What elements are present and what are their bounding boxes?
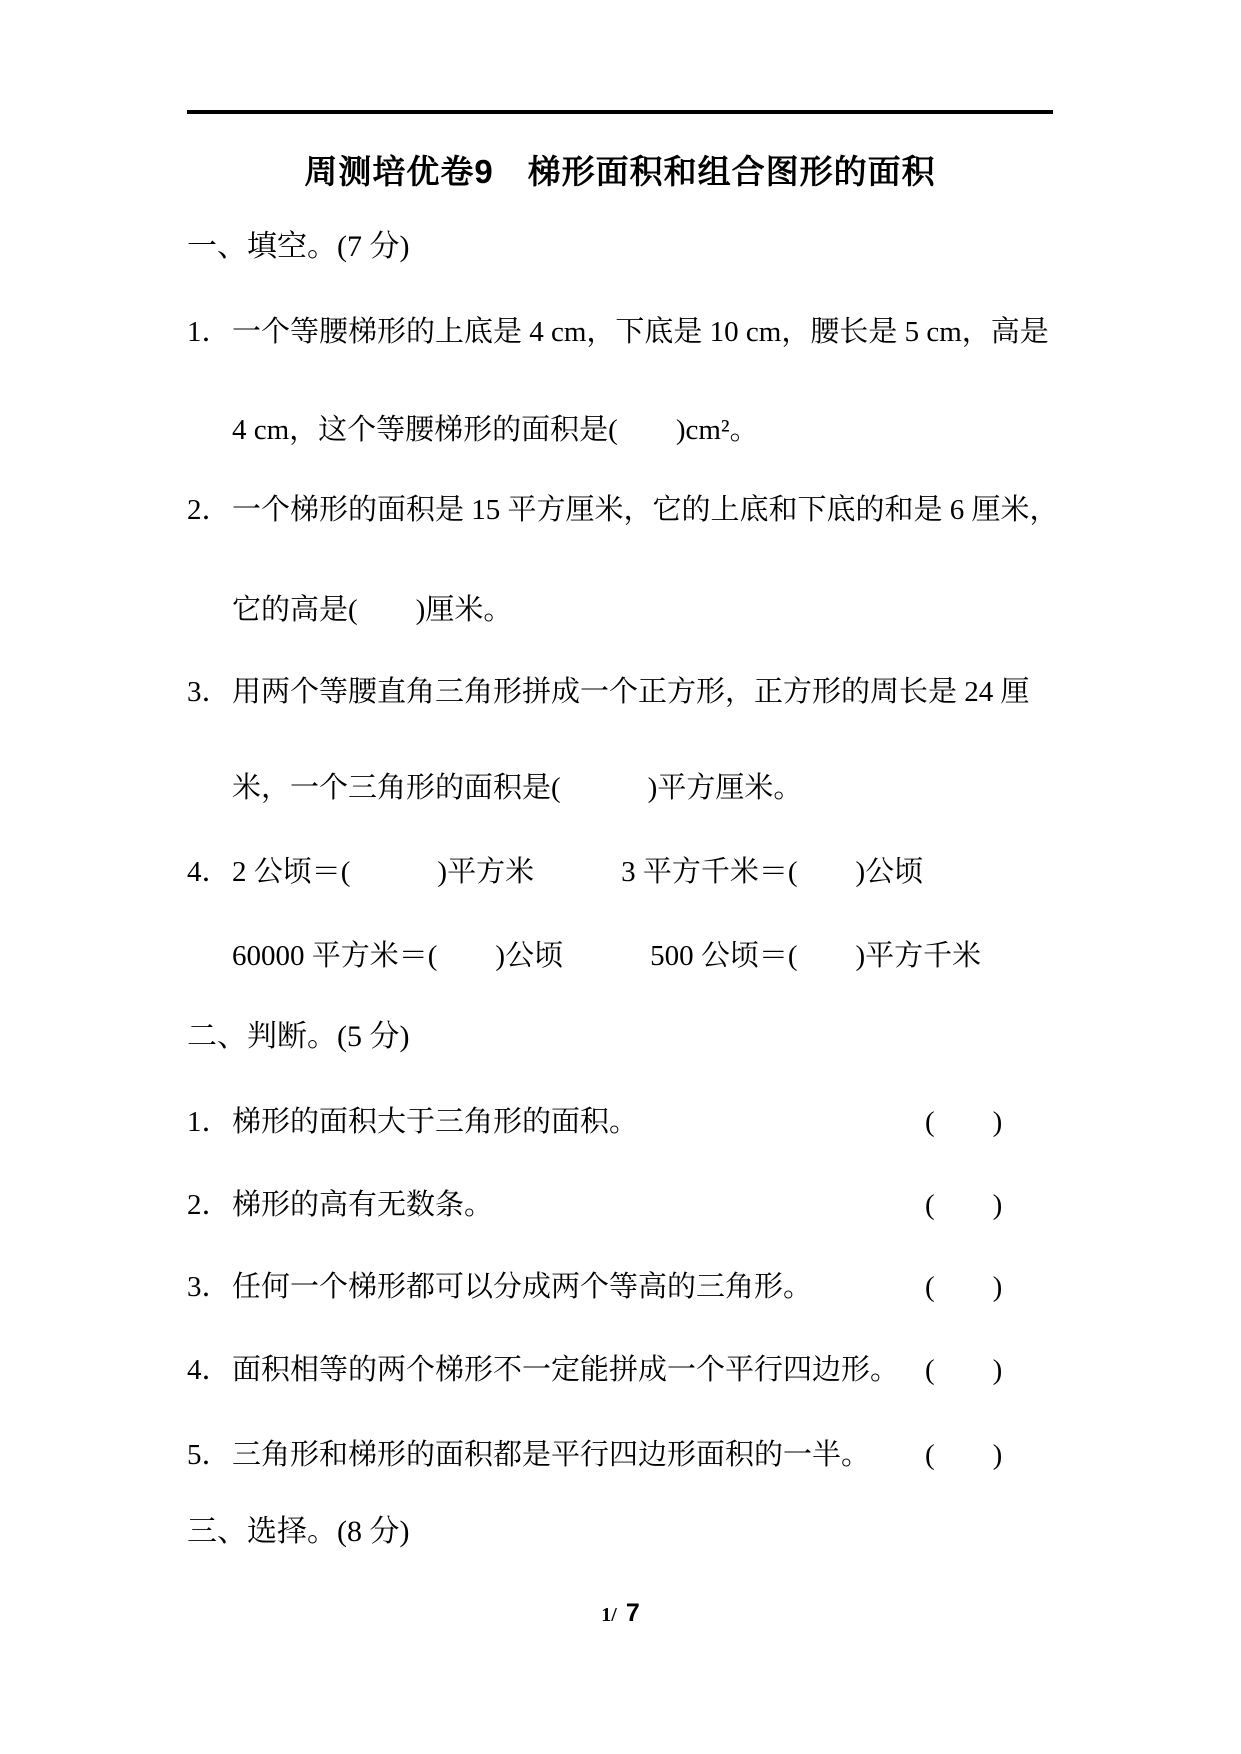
fill-q1-line2: 4 cm，这个等腰梯形的面积是( )cm²。 xyxy=(232,414,759,446)
fill-q1-line1 xyxy=(187,310,1049,354)
judge-item-1-number: 1． xyxy=(187,1106,231,1138)
section-heading-choice: 三、选择。(8 分) xyxy=(187,1515,410,1548)
header-rule xyxy=(187,110,1053,114)
judge-item-3 xyxy=(187,1265,1067,1309)
judge-item-3-answer-blank: ( ) xyxy=(925,1271,1003,1303)
judge-item-5-answer-blank: ( ) xyxy=(925,1439,1003,1471)
section-heading-fill: 一、填空。(7 分) xyxy=(187,230,410,263)
judge-item-2 xyxy=(187,1183,1067,1227)
page-number-total: 7 xyxy=(625,1599,640,1627)
judge-item-4-text: 面积相等的两个梯形不一定能拼成一个平行四边形。 xyxy=(232,1354,900,1386)
judge-item-2-answer-blank: ( ) xyxy=(925,1189,1003,1221)
judge-item-4-answer-blank: ( ) xyxy=(925,1354,1003,1386)
judge-item-2-number: 2． xyxy=(187,1189,231,1221)
fill-q1-number: 1． xyxy=(187,316,231,348)
page-footer xyxy=(0,1593,1241,1637)
section-heading-judge: 二、判断。(5 分) xyxy=(187,1020,410,1053)
page-title: 周测培优卷9 梯形面积和组合图形的面积 xyxy=(304,153,936,190)
fill-q3-line2: 米，一个三角形的面积是( )平方厘米。 xyxy=(232,772,803,804)
judge-item-5-text: 三角形和梯形的面积都是平行四边形面积的一半。 xyxy=(232,1439,871,1471)
fill-q3-number: 3． xyxy=(187,676,231,708)
fill-q4-line2: 60000 平方米＝( )公顷 500 公顷＝( )平方千米 xyxy=(232,940,982,972)
fill-q2-line1 xyxy=(187,488,1059,532)
page-number-current: 1/ xyxy=(601,1604,617,1626)
judge-item-2-text: 梯形的高有无数条。 xyxy=(232,1189,494,1221)
fill-q3-line1 xyxy=(187,670,1030,714)
fill-q4-text1: 2 公顷＝( )平方米 3 平方千米＝( )公顷 xyxy=(232,856,924,888)
fill-q1-text1: 一个等腰梯形的上底是 4 cm，下底是 10 cm，腰长是 5 cm，高是 xyxy=(232,316,1049,348)
judge-item-1 xyxy=(187,1100,1067,1144)
judge-item-5 xyxy=(187,1433,1067,1477)
judge-item-3-number: 3． xyxy=(187,1271,231,1303)
fill-q2-text1: 一个梯形的面积是 15 平方厘米，它的上底和下底的和是 6 厘米， xyxy=(232,494,1059,526)
fill-q2-line2: 它的高是( )厘米。 xyxy=(232,594,513,626)
fill-q4-number: 4． xyxy=(187,856,231,888)
fill-q3-text1: 用两个等腰直角三角形拼成一个正方形，正方形的周长是 24 厘 xyxy=(232,676,1030,708)
fill-q4-line1 xyxy=(187,850,923,894)
fill-q2-number: 2． xyxy=(187,494,231,526)
judge-item-5-number: 5． xyxy=(187,1439,231,1471)
judge-item-1-answer-blank: ( ) xyxy=(925,1106,1003,1138)
judge-item-4-number: 4． xyxy=(187,1354,231,1386)
judge-item-1-text: 梯形的面积大于三角形的面积。 xyxy=(232,1106,639,1138)
judge-item-3-text: 任何一个梯形都可以分成两个等高的三角形。 xyxy=(232,1271,813,1303)
judge-item-4 xyxy=(187,1348,1067,1392)
